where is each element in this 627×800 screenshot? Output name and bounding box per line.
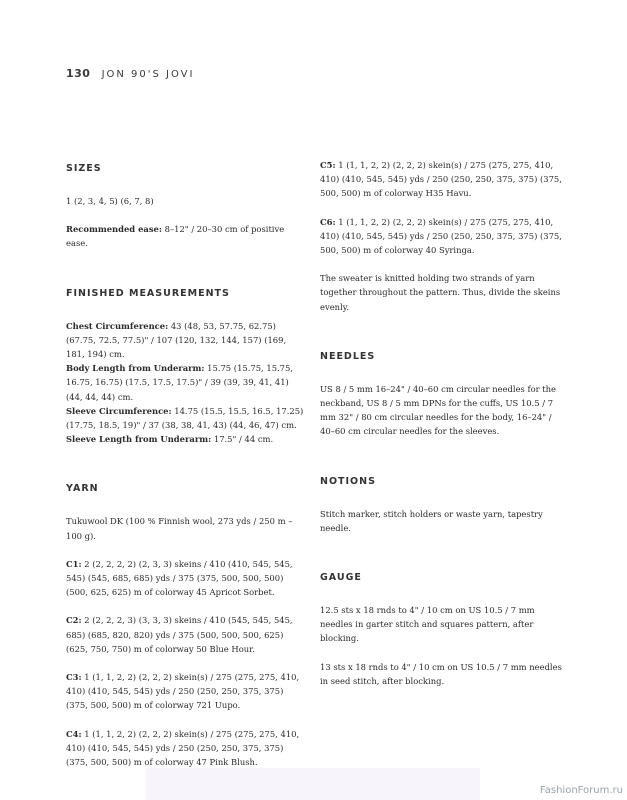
gauge-heading: GAUGE [320, 572, 362, 584]
recommended-ease [66, 222, 306, 250]
ease-text: 8–12" / 20–30 cm of positive ease. [66, 224, 285, 249]
pattern-title: JON 90'S JOVI [101, 69, 195, 80]
yarn-heading: YARN [66, 483, 99, 495]
watermark: FashionForum.ru [539, 785, 623, 796]
yarn-color-c1: C1: 2 (2, 2, 2, 2) (2, 3, 3) skeins / 410 (410, 545, 545, 545) (545, 685, 685) yds / 375 (375, 500, 500, 500) (500, 625, 625) m of colorway 45 Apricot Sorbet. [66, 558, 293, 598]
body-length: Body Length from Underarm: 15.75 (15.75, 15.75, 16.75, 16.75) (17.5, 17.5, 17.5)" / 39 (39, 39, 41, 41) (44, 44, 44) cm. [66, 363, 294, 402]
notions-heading: NOTIONS [320, 475, 376, 487]
needles-text: US 8 / 5 mm 16–24" / 40–60 cm circular needles for the neckband, US 8 / 5 mm DPNs for the cuffs, US 10.5 / 7 mm 32" / 80 cm circular needles for the body, 16–24" / 40–60 cm circular needles for the sleeves. [320, 383, 557, 437]
measurements-block [66, 319, 306, 447]
gauge-seed: 13 sts x 18 rnds to 4" / 10 cm on US 10.5 / 7 mm needles in seed stitch, after blocking. [320, 661, 562, 686]
yarn-note: The sweater is knitted holding two strands of yarn together throughout the pattern. Thus, divide the skeins evenly. [320, 273, 561, 312]
page-header [66, 62, 194, 81]
ease-label: Recommended ease: [66, 224, 162, 235]
yarn-color-c5: C5: 1 (1, 1, 2, 2) (2, 2, 2) skein(s) / 275 (275, 275, 410, 410) (410, 545, 545) yds / 250 (250, 250, 375, 375) (375, 500, 500) m of colorway H35 Havu. [320, 160, 562, 199]
bleed-through-patch [146, 768, 480, 800]
yarn-color-c6: C6: 1 (1, 1, 2, 2) (2, 2, 2) skein(s) / 275 (275, 275, 410, 410) (410, 545, 545) yds / 250 (250, 250, 375, 375) (375, 500, 500) m of colorway 40 Syringa. [320, 216, 562, 256]
right-column [320, 158, 562, 702]
needles-heading: NEEDLES [320, 350, 376, 362]
yarn-color-c4: C4: 1 (1, 1, 2, 2) (2, 2, 2) skein(s) / 275 (275, 275, 410, 410) (410, 545, 545) yds / 250 (250, 250, 375, 375) (375, 500, 500) m of colorway 47 Pink Blush. [66, 728, 300, 768]
gauge-garter: 12.5 sts x 18 rnds to 4" / 10 cm on US 10.5 / 7 mm needles in garter stitch and squares pattern, after blocking. [320, 605, 535, 644]
sleeve-circumference: Sleeve Circumference: 14.75 (15.5, 15.5, 16.5, 17.25) (17.75, 18.5, 19)" / 37 (38, 38, 41, 43) (44, 46, 47) cm. [66, 405, 304, 431]
yarn-color-c3: C3: 1 (1, 1, 2, 2) (2, 2, 2) skein(s) / 275 (275, 275, 410, 410) (410, 545, 545) yds / 250 (250, 250, 375, 375) (375, 500, 500) m of colorway 721 Uupo. [66, 672, 300, 711]
sizes-values: 1 (2, 3, 4, 5) (6, 7, 8) [66, 196, 154, 206]
page-number: 130 [66, 67, 91, 80]
yarn-color-c2: C2: 2 (2, 2, 2, 3) (3, 3, 3) skeins / 410 (545, 545, 545, 685) (685, 820, 820) yds / 375 (500, 500, 500, 625) (625, 750, 750) m of colorway 50 Blue Hour. [66, 615, 293, 654]
sizes-heading: SIZES [66, 163, 102, 174]
yarn-intro: Tukuwool DK (100 % Finnish wool, 273 yds / 250 m – 100 g). [66, 516, 293, 541]
notions-text: Stitch marker, stitch holders or waste yarn, tapestry needle. [320, 508, 543, 533]
finished-measurements-heading: FINISHED MEASUREMENTS [66, 287, 230, 299]
sleeve-length: Sleeve Length from Underarm: 17.5" / 44 cm. [66, 434, 274, 445]
chest-circumference: Chest Circumference: 43 (48, 53, 57.75, 62.75) (67.75, 72.5, 77.5)" / 107 (120, 132, 144, 157) (169, 181, 194) cm. [66, 320, 287, 360]
left-column [66, 158, 306, 783]
